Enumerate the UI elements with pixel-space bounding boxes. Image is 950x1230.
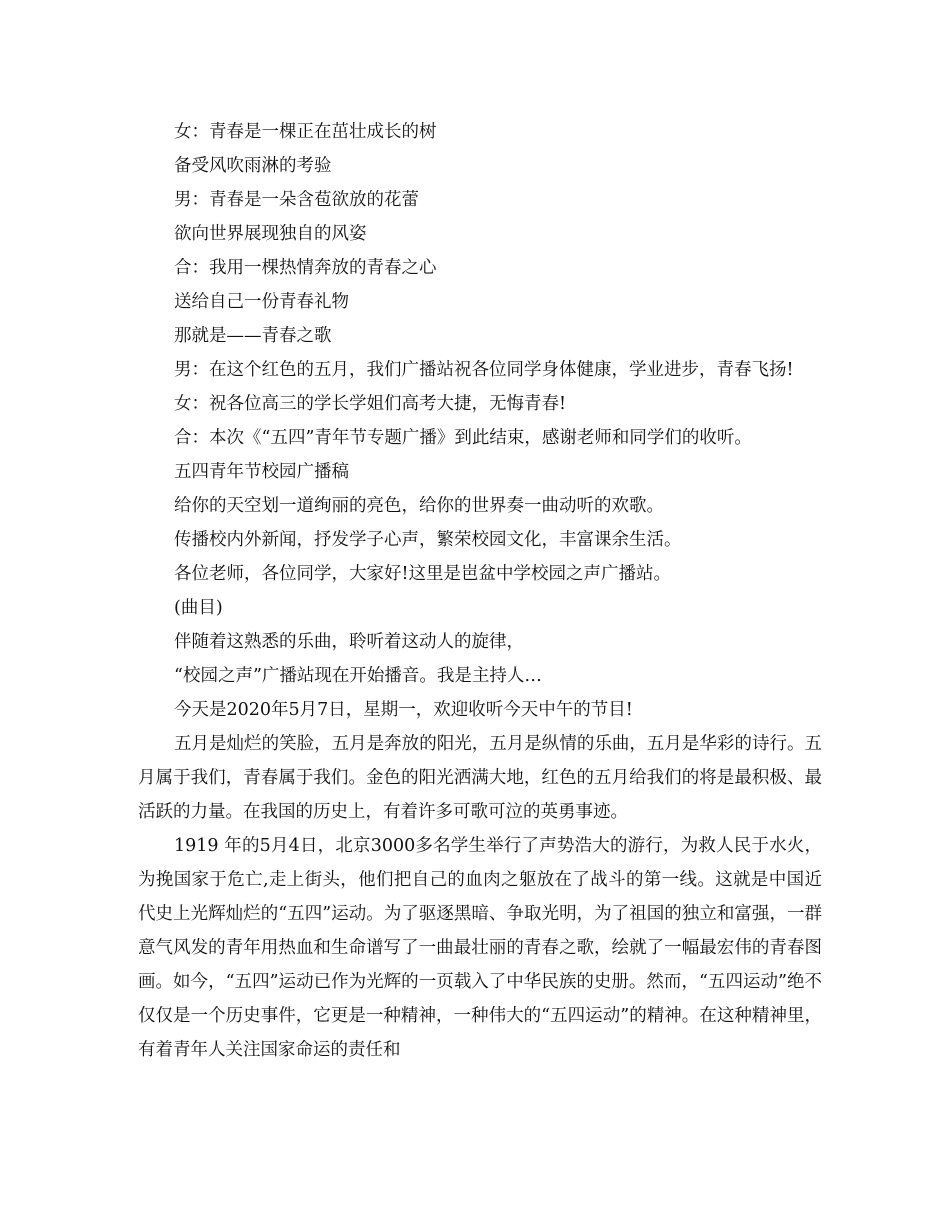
paragraph-male-wish: 男：在这个红色的五月，我们广播站祝各位同学身体健康，学业进步，青春飞扬! [174,360,794,380]
script-line-sky: 给你的天空划一道绚丽的亮色，给你的世界奏一曲动听的欢歌。 [174,496,664,516]
paragraph-may: 五月是灿烂的笑脸，五月是奔放的阳光，五月是纵情的乐曲，五月是华彩的诗行。五月属于我们，青春属于我们。金色的阳光洒满大地，红色的五月给我们的将是最积极、最活跃的力量。在我国的历史上，有着许多可歌可泣的英勇事迹。 [138,734,822,822]
script-line-7: 那就是——青春之歌 [174,326,332,346]
script-line-melody: 伴随着这熟悉的乐曲，聆听着这动人的旋律， [174,632,524,652]
script-line-female-2: 女：祝各位高三的学长学姐们高考大捷，无悔青春! [174,394,567,414]
script-line-music: (曲目) [174,598,223,618]
script-line-2: 备受风吹雨淋的考验 [174,156,332,176]
script-line-4: 欲向世界展现独自的风姿 [174,224,367,244]
script-line-6: 送给自己一份青春礼物 [174,292,349,312]
paragraph-1919: 1919 年的5月4日，北京3000多名学生举行了声势浩大的游行，为救人民于水火，为挽国家于危亡,走上街头，他们把自己的血肉之躯放在了战斗的第一线。这就是中国近代史上光辉灿烂的“五四”运动。为了驱逐黑暗、争取光明，为了祖国的独立和富强，一群意气风发的青年用热血和生命谱写了一曲最壮丽的青春之歌，绘就了一幅最宏伟的青春图画。如今，“五四”运动已作为光辉的一页载入了中华民族的史册。然而，“五四运动”绝不仅仅是一个历史事件，它更是一种精神，一种伟大的“五四运动”的精神。在这种精神里，有着青年人关注国家命运的责任和 [138,836,822,1060]
script-line-date: 今天是2020年5月7日，星期一，欢迎收听今天中午的节目! [174,700,633,720]
document-body [138,115,822,1067]
script-line-greeting: 各位老师，各位同学，大家好!这里是岜盆中学校园之声广播站。 [174,564,672,584]
script-line-together-1: 合：我用一棵热情奔放的青春之心 [174,258,437,278]
script-line-together-2: 合：本次《“五四”青年节专题广播》到此结束，感谢老师和同学们的收听。 [174,428,752,448]
script-line-female-1: 女：青春是一棵正在茁壮成长的树 [174,122,437,142]
script-line-male-1: 男：青春是一朵含苞欲放的花蕾 [174,190,419,210]
script-line-host: “校园之声”广播站现在开始播音。我是主持人… [174,666,542,686]
script-line-news: 传播校内外新闻，抒发学子心声，繁荣校园文化，丰富课余生活。 [174,530,682,550]
section-title: 五四青年节校园广播稿 [174,462,349,482]
